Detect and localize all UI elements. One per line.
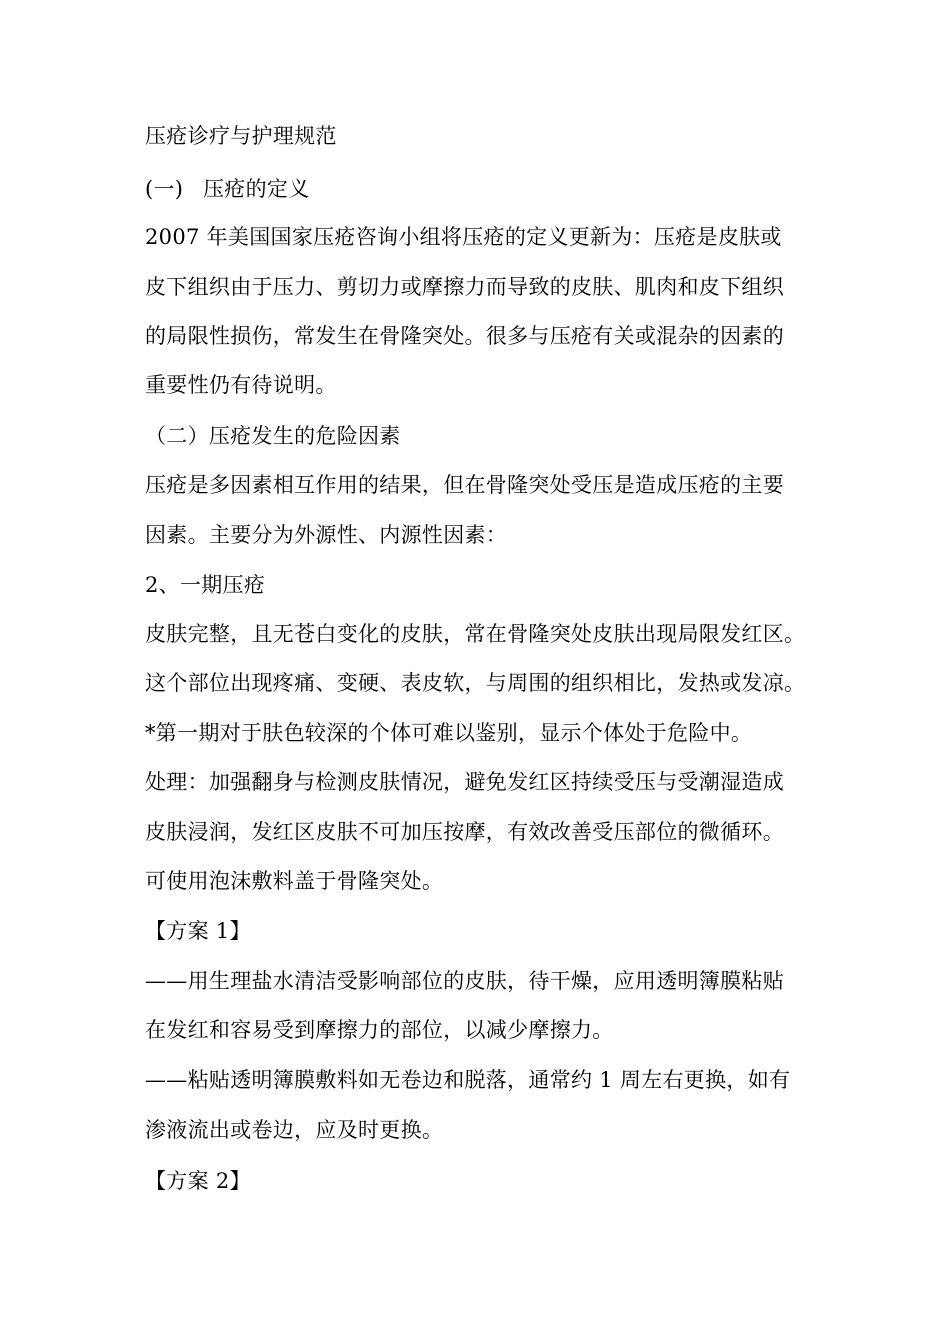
definition-line: 皮下组织由于压力、剪切力或摩擦力而导致的皮肤、肌肉和皮下组织	[145, 275, 784, 299]
plan1-line: 渗液流出或卷边，应及时更换。	[145, 1118, 444, 1142]
risk-line: 压疮是多因素相互作用的结果，但在骨隆突处受压是造成压疮的主要	[145, 473, 784, 497]
plan2-heading: 【方案 2】	[145, 1169, 251, 1193]
plan1-line: 在发红和容易受到摩擦力的部位，以减少摩擦力。	[145, 1018, 614, 1042]
section1-heading	[145, 174, 825, 204]
section2-heading: （二）压疮发生的危险因素	[145, 424, 401, 448]
document-title: 压疮诊疗与护理规范	[145, 124, 337, 148]
plan1-line: ——用生理盐水清洁受影响部位的皮肤，待干燥，应用透明簿膜粘贴	[145, 969, 784, 993]
stage-line: 这个部位出现疼痛、变硬、表皮软，与周围的组织相比，发热或发凉。	[145, 671, 806, 695]
plan1-heading: 【方案 1】	[145, 919, 251, 943]
risk-line: 因素。主要分为外源性、内源性因素：	[145, 523, 508, 547]
definition-line: 2007 年美国国家压疮咨询小组将压疮的定义更新为：压疮是皮肤或	[145, 225, 782, 249]
section1-heading-text: 压疮的定义	[203, 177, 310, 201]
stage-line: *第一期对于肤色较深的个体可难以鉴别，显示个体处于危险中。	[145, 721, 753, 745]
treatment-line: 可使用泡沫敷料盖于骨隆突处。	[145, 869, 444, 893]
stage-heading: 2、一期压疮	[145, 573, 266, 597]
treatment-line: 处理：加强翻身与检测皮肤情况，避免发红区持续受压与受潮湿造成	[145, 770, 784, 794]
stage-line: 皮肤完整，且无苍白变化的皮肤，常在骨隆突处皮肤出现局限发红区。	[145, 622, 806, 646]
plan1-line: ——粘贴透明簿膜敷料如无卷边和脱落，通常约 1 周左右更换，如有	[145, 1068, 791, 1092]
section1-number: (一)	[145, 177, 184, 201]
definition-line: 的局限性损伤，常发生在骨隆突处。很多与压疮有关或混杂的因素的	[145, 324, 784, 348]
definition-line: 重要性仍有待说明。	[145, 373, 337, 397]
treatment-line: 皮肤浸润，发红区皮肤不可加压按摩，有效改善受压部位的微循环。	[145, 820, 784, 844]
